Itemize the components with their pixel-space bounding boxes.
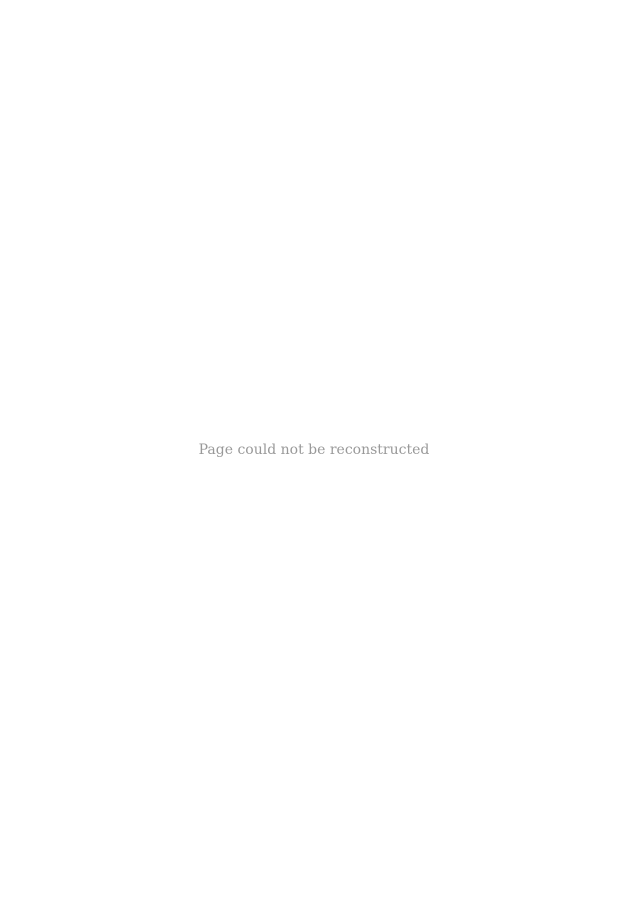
placeholder-note: Page could not be reconstructed — [198, 442, 430, 458]
